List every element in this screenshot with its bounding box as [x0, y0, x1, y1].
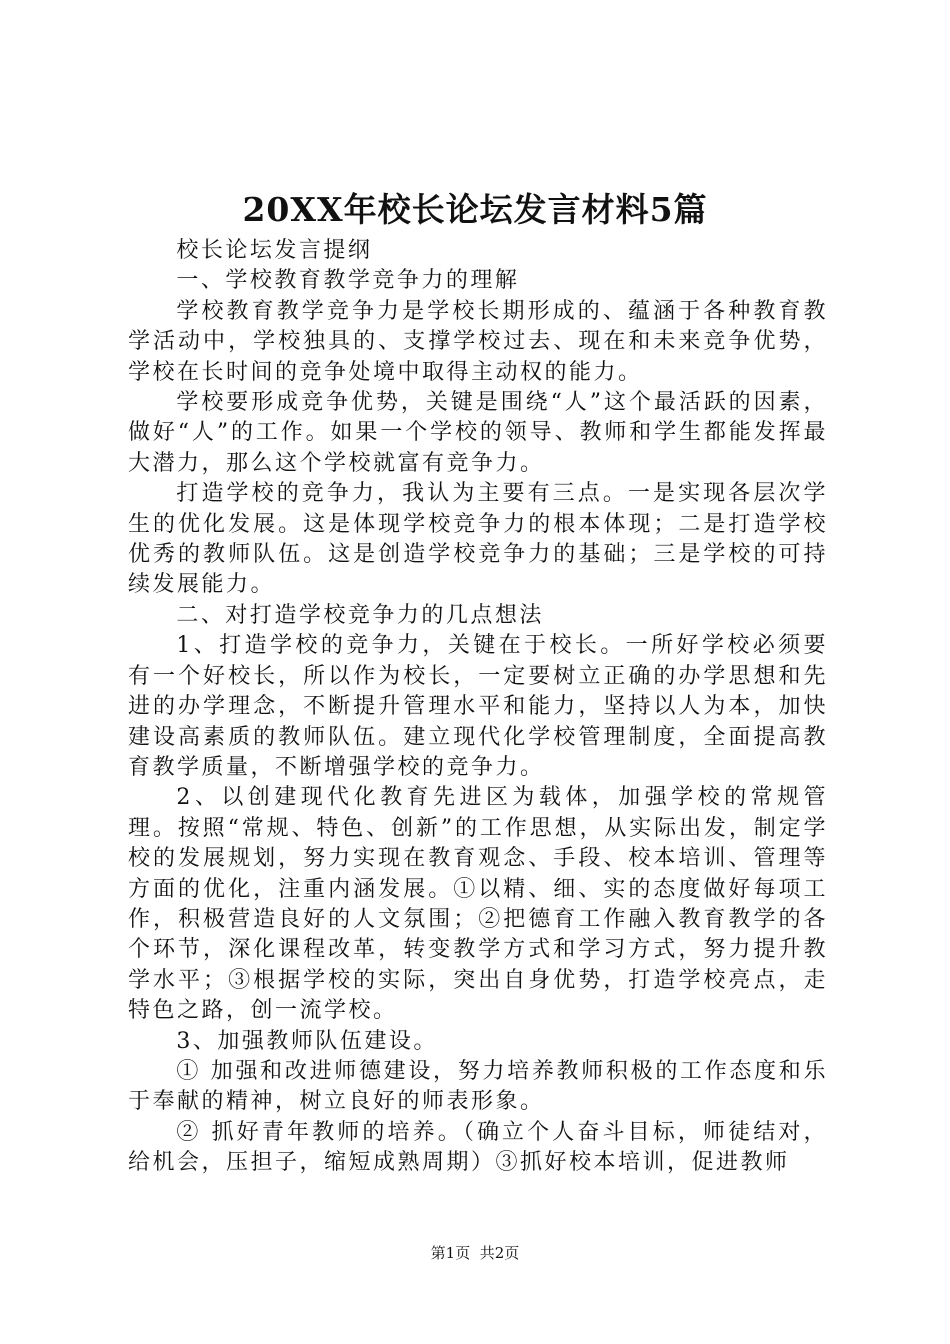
footer-separator — [470, 1244, 480, 1262]
document-body — [128, 236, 828, 1179]
page-number: 第1页 — [430, 1244, 471, 1262]
paragraph: ② 抓好青年教师的培养。（确立个人奋斗目标，师徒结对，给机会，压担子，缩短成熟周期）③抓好校本培训，促进教师 — [128, 1119, 828, 1176]
paragraph-outline-heading: 校长论坛发言提纲 — [176, 238, 373, 263]
paragraph: 2、以创建现代化教育先进区为载体，加强学校的常规管理。按照“常规、特色、创新”的工作思想，从实际出发，制定学校的发展规划，努力实现在教育观念、手段、校本培训、管理等方面的优化，注重内涵发展。①以精、细、实的态度做好每项工作，积极营造良好的人文氛围；②把德育工作融入教育教学的各个环节，深化课程改革，转变教学方式和学习方式，努力提升教学水平；③根据学校的实际，突出自身优势，打造学校亮点，走特色之路，创一流学校。 — [128, 785, 828, 1024]
page-total: 共2页 — [479, 1244, 520, 1262]
paragraph: 打造学校的竞争力，我认为主要有三点。一是实现各层次学生的优化发展。这是体现学校竞争力的根本体现；二是打造学校优秀的教师队伍。这是创造学校竞争力的基础；三是学校的可持续发展能力。 — [128, 481, 828, 598]
paragraph: 3、加强教师队伍建设。 — [176, 1028, 438, 1054]
paragraph: 学校要形成竞争优势，关键是围绕“人”这个最活跃的因素，做好“人”的工作。如果一个学校的领导、教师和学生都能发挥最大潜力，那么这个学校就富有竞争力。 — [128, 390, 828, 476]
page-footer — [0, 1242, 950, 1264]
paragraph-section-2-heading: 二、对打造学校竞争力的几点想法 — [176, 602, 544, 628]
paragraph: ① 加强和改进师德建设，努力培养教师积极的工作态度和乐于奉献的精神，树立良好的师表形象。 — [128, 1058, 828, 1115]
paragraph-section-1-heading: 一、学校教育教学竞争力的理解 — [176, 268, 520, 294]
document-title: 20XX年校长论坛发言材料5篇 — [242, 190, 708, 229]
paragraph: 学校教育教学竞争力是学校长期形成的、蕴涵于各种教育教学活动中，学校独具的、支撑学校过去、现在和未来竞争优势，学校在长时间的竞争处境中取得主动权的能力。 — [128, 298, 828, 385]
paragraph: 1、打造学校的竞争力，关键在于校长。一所好学校必须要有一个好校长，所以作为校长，一定要树立正确的办学思想和先进的办学理念，不断提升管理水平和能力，坚持以人为本，加快建设高素质的教师队伍。建立现代化学校管理制度，全面提高教育教学质量，不断增强学校的竞争力。 — [128, 633, 828, 780]
